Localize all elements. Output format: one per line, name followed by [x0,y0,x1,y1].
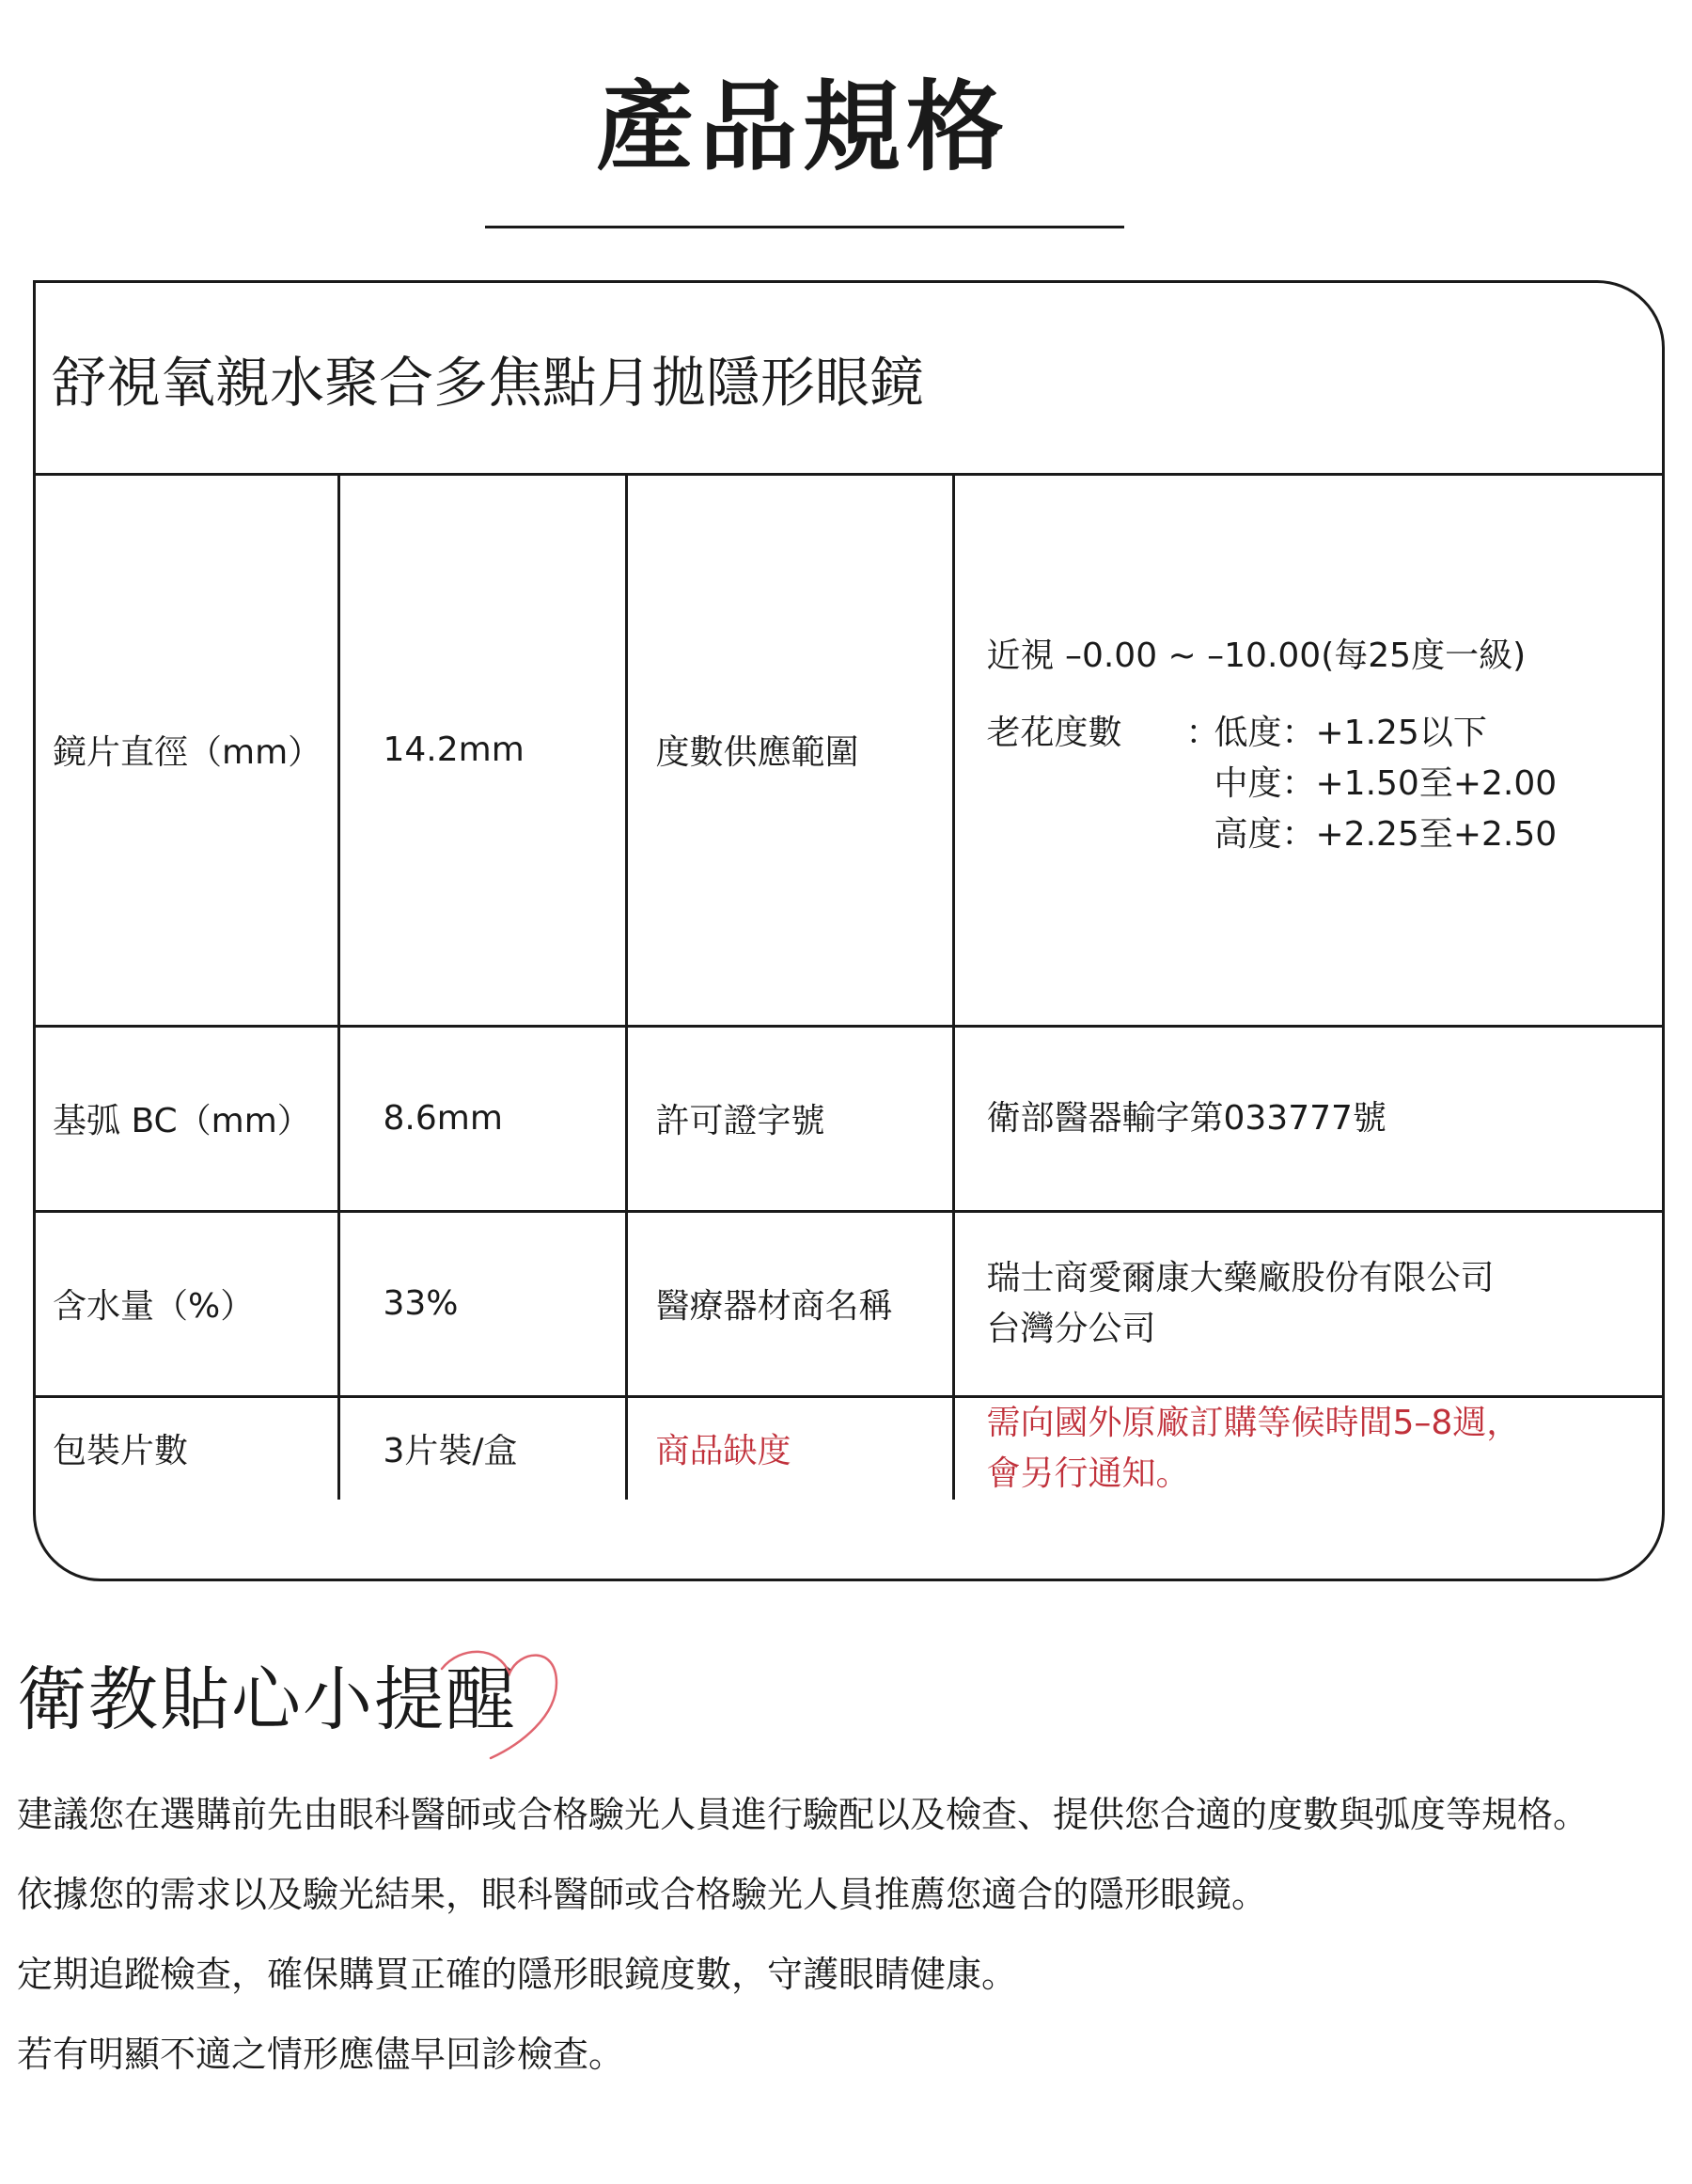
table-row [36,1211,1662,1396]
table-row [36,1396,1662,1500]
spec-table [36,476,1662,1500]
spec-label: 鏡片直徑（mm） [36,476,338,1026]
heart-outline-icon [432,1641,564,1763]
presbyopia-colon: ： [1185,714,1220,752]
out-of-stock-note [953,1396,1662,1500]
presbyopia-label: 老花度數 [986,714,1122,752]
spec-value: 33% [338,1211,626,1396]
spec-value: 8.6mm [338,1026,626,1211]
table-row [36,476,1662,1026]
out-of-stock-line-2: 會另行通知。 [986,1453,1190,1493]
company-line-1: 瑞士商愛爾康大藥廠股份有限公司 [986,1258,1495,1297]
presbyopia-high: 高度：+2.25至+2.50 [1214,815,1558,854]
spec-label: 醫療器材商名稱 [626,1211,953,1396]
table-row [36,1026,1662,1211]
spec-label: 許可證字號 [626,1026,953,1211]
presbyopia-range [987,708,1663,860]
spec-value: 衛部醫器輸字第033777號 [953,1026,1662,1211]
tip-item: 若有明顯不適之情形應儘早回診檢查。 [17,2034,625,2075]
spec-value: 14.2mm [338,476,626,1026]
spec-value: 3片裝/盒 [338,1396,626,1500]
tip-item: 定期追蹤檢查，確保購買正確的隱形眼鏡度數，守護眼睛健康。 [17,1954,1018,1995]
company-line-2: 台灣分公司 [986,1309,1156,1348]
out-of-stock-line-1: 需向國外原廠訂購等候時間5–8週， [986,1403,1521,1442]
spec-label: 基弧 BC（mm） [36,1026,338,1211]
out-of-stock-label: 商品缺度 [626,1396,953,1500]
product-name: 舒視氧親水聚合多焦點月拋隱形眼鏡 [36,283,1662,476]
page-title: 產品規格 [595,70,1010,184]
presbyopia-list [1214,708,1558,860]
title-divider [485,226,1124,228]
tips-heading: 衛教貼心小提醒 [17,1659,517,1740]
spec-card [33,280,1665,1581]
spec-value [953,1211,1662,1396]
spec-label: 包裝片數 [36,1396,338,1500]
presbyopia-low: 低度：+1.25以下 [1214,714,1487,752]
tip-item: 依據您的需求以及驗光結果，眼科醫師或合格驗光人員推薦您適合的隱形眼鏡。 [17,1874,1268,1915]
power-range-cell [953,476,1662,1026]
spec-label: 度數供應範圍 [626,476,953,1026]
presbyopia-mid: 中度：+1.50至+2.00 [1214,764,1558,803]
tip-item: 建議您在選購前先由眼科醫師或合格驗光人員進行驗配以及檢查、提供您合適的度數與弧度等規格。 [17,1794,1590,1835]
myopia-range: 近視 –0.00 ~ –10.00(每25度一級) [986,636,1527,675]
spec-label: 含水量（%） [36,1211,338,1396]
